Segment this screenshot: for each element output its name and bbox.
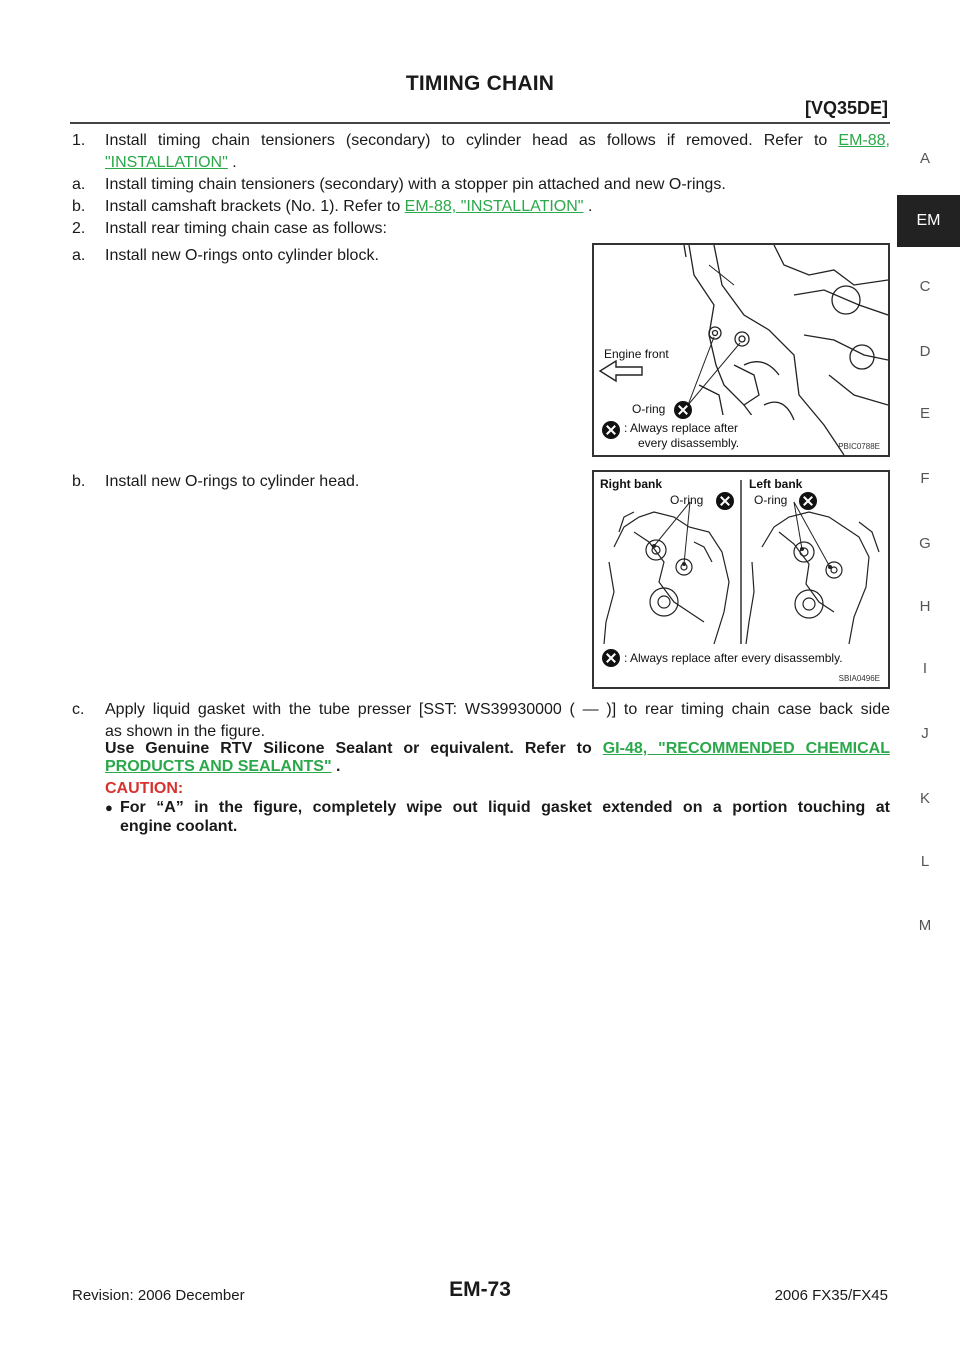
figure-oring-cylinder-block bbox=[592, 243, 890, 457]
step-1-tail: . bbox=[232, 154, 237, 171]
link-gi-48-cont[interactable]: PRODUCTS AND SEALANTS" bbox=[105, 758, 332, 775]
caution-line-2: engine coolant. bbox=[120, 818, 238, 835]
side-index-a[interactable]: A bbox=[919, 150, 930, 167]
step-2-text: Install rear timing chain case as follows: bbox=[105, 220, 387, 237]
step-2c-line-2: as shown in the figure. bbox=[105, 723, 266, 740]
step-2c-line-1: Apply liquid gasket with the tube presser [SST: WS39930000 ( — )] to rear timing chain case back side bbox=[105, 701, 890, 718]
footer-model: 2006 FX35/FX45 bbox=[774, 1287, 888, 1304]
side-index-c[interactable]: C bbox=[919, 278, 931, 295]
step-2a-number: a. bbox=[72, 247, 86, 264]
side-index-f[interactable]: F bbox=[920, 470, 930, 487]
step-1a-text: Install timing chain tensioners (secondary) with a stopper pin attached and new O-rings. bbox=[105, 176, 726, 193]
side-index-m[interactable]: M bbox=[918, 917, 932, 934]
label-engine-front: Engine front bbox=[604, 347, 669, 361]
step-1-text bbox=[105, 130, 890, 152]
label-oring-right: O-ring bbox=[670, 493, 704, 507]
legend-x-icon bbox=[602, 649, 620, 667]
step-1a-number: a. bbox=[72, 176, 86, 193]
step-2c-line-4 bbox=[105, 756, 890, 778]
link-gi-48[interactable]: GI-48, "RECOMMENDED CHEMICAL bbox=[602, 740, 890, 757]
step-2c-number: c. bbox=[72, 701, 85, 718]
footer-page-number: EM-73 bbox=[449, 1278, 511, 1301]
replace-x-icon-left bbox=[799, 492, 817, 510]
figure-code: SBIA0496E bbox=[838, 674, 880, 683]
step-1b-tail: . bbox=[587, 198, 593, 215]
step-2-number: 2. bbox=[72, 220, 86, 237]
side-index-g[interactable]: G bbox=[919, 535, 931, 552]
link-installation[interactable]: "INSTALLATION" bbox=[105, 154, 228, 171]
legend-x-icon bbox=[602, 421, 620, 439]
page-title: TIMING CHAIN bbox=[405, 72, 555, 95]
figure-oring-cylinder-head bbox=[592, 470, 890, 689]
step-1b-text bbox=[105, 196, 890, 218]
replace-x-icon-right bbox=[716, 492, 734, 510]
sealant-instruction: Use Genuine RTV Silicone Sealant or equivalent. Refer to bbox=[105, 740, 592, 757]
side-index-d[interactable]: D bbox=[919, 343, 931, 360]
side-index-i[interactable]: I bbox=[922, 660, 928, 677]
step-1b-number: b. bbox=[72, 198, 86, 215]
side-index-k[interactable]: K bbox=[919, 790, 930, 807]
step-2b-number: b. bbox=[72, 473, 86, 490]
step-2b-text: Install new O-rings to cylinder head. bbox=[105, 473, 360, 490]
replace-x-icon bbox=[674, 401, 692, 419]
link-em-88-installation[interactable]: EM-88, "INSTALLATION" bbox=[404, 198, 584, 215]
caution-line-1: For “A” in the figure, completely wipe out liquid gasket extended on a portion touching at bbox=[120, 799, 890, 816]
step-2c-tail: . bbox=[336, 758, 341, 775]
legend-text: : Always replace after every disassembly. bbox=[624, 651, 843, 665]
step-1-number: 1. bbox=[72, 132, 86, 149]
legend-line-1: : Always replace after bbox=[624, 421, 739, 435]
side-index-j[interactable]: J bbox=[921, 725, 929, 742]
caution-label: CAUTION: bbox=[105, 780, 184, 797]
caution-bullet: ● bbox=[105, 800, 113, 815]
label-left-bank: Left bank bbox=[749, 477, 803, 491]
side-index-h[interactable]: H bbox=[919, 598, 931, 615]
step-1-text-cont bbox=[105, 152, 890, 174]
link-em-88[interactable]: EM-88, bbox=[838, 132, 890, 149]
side-index-em-tab[interactable]: EM bbox=[897, 195, 960, 247]
label-right-bank: Right bank bbox=[600, 477, 662, 491]
engine-code: [VQ35DE] bbox=[804, 98, 888, 118]
header-divider bbox=[70, 122, 890, 124]
label-oring: O-ring bbox=[632, 402, 666, 416]
figure-code: PBIC0788E bbox=[838, 442, 880, 451]
legend-line-2: every disassembly. bbox=[638, 436, 740, 450]
footer-revision: Revision: 2006 December bbox=[72, 1287, 245, 1304]
side-index-l[interactable]: L bbox=[920, 853, 930, 870]
step-2a-text: Install new O-rings onto cylinder block. bbox=[105, 247, 379, 264]
label-oring-left: O-ring bbox=[754, 493, 788, 507]
side-index-e[interactable]: E bbox=[919, 405, 930, 422]
step-1-body: Install timing chain tensioners (secondary) to cylinder head as follows if removed. Refer to bbox=[105, 132, 828, 149]
step-1b-body: Install camshaft brackets (No. 1). Refer to bbox=[105, 198, 401, 215]
